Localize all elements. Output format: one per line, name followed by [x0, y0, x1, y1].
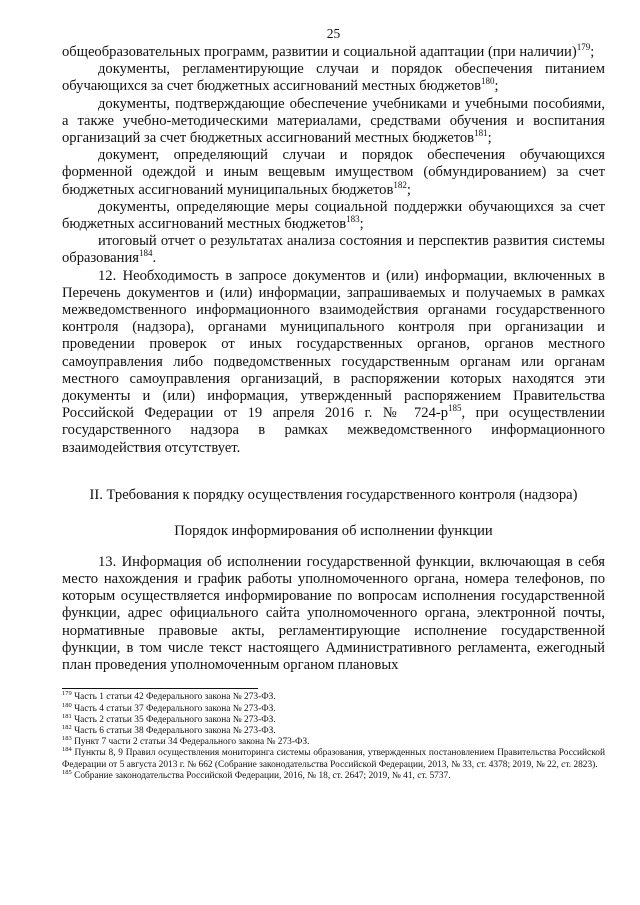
paragraph-tail: ;: [494, 78, 499, 95]
paragraph-text: документы, подтверждающие обеспечение учебниками и учебными пособиями, а также учебно-методическими материалами, средствами обучения и воспитания организаций за счет бюджетных ассигнований местных бюджетов: [62, 95, 605, 147]
footnote: [62, 748, 605, 770]
footnote-ref[interactable]: 182: [393, 179, 407, 190]
paragraph-text: итоговый отчет о результатах анализа состояния и перспектив развития системы образования: [62, 233, 605, 267]
paragraph-tail: ;: [406, 181, 411, 198]
footnote-number: 185: [62, 768, 72, 776]
paragraph-tail: .: [152, 250, 157, 267]
footnote-text: Пункт 7 части 2 статьи 34 Федерального закона № 273-ФЗ.: [74, 737, 310, 748]
footnotes: [62, 692, 605, 782]
paragraph: [62, 199, 605, 233]
paragraph-text: документ, определяющий случаи и порядок обеспечения обучающихся форменной одеждой и иным вещевым имуществом (обмундированием) за счет бюджетных ассигнований муниципальных бюджетов: [62, 147, 605, 198]
paragraph: [62, 61, 605, 95]
paragraph-tail: ;: [590, 44, 595, 60]
footnote: [62, 768, 605, 782]
paragraph-text: документы, регламентирующие случаи и порядок обеспечения питанием обучающихся за счет бюджетных ассигнований местных бюджетов: [62, 61, 605, 95]
footnote: [62, 723, 605, 737]
page-number: 25: [326, 26, 341, 41]
footnote-ref[interactable]: 180: [481, 76, 495, 87]
paragraph: [62, 233, 605, 267]
body-text: [62, 44, 605, 457]
footnote-text: Часть 2 статьи 35 Федерального закона № 273-ФЗ.: [74, 714, 276, 725]
footnote-ref[interactable]: 181: [474, 128, 488, 139]
paragraph-text: документы, определяющие меры социальной поддержки обучающихся за счет бюджетных ассигнований местных бюджетов: [62, 198, 605, 233]
footnote-ref[interactable]: 184: [138, 248, 153, 259]
footnote-ref[interactable]: 183: [346, 214, 360, 225]
footnote-number: 180: [62, 701, 72, 709]
paragraph-tail: ;: [487, 130, 492, 147]
paragraph-12: [62, 268, 605, 457]
footnote-number: 184: [62, 746, 72, 754]
footnote-text: Часть 4 статьи 37 Федерального закона № 273-ФЗ.: [74, 703, 276, 714]
footnote-text: Часть 1 статьи 42 Федерального закона № 273-ФЗ.: [74, 692, 276, 703]
footnote: [62, 692, 605, 703]
footnote-number: 181: [62, 712, 72, 720]
footnote-divider: [62, 688, 258, 689]
subsection-heading: Порядок информирования об исполнении функции: [174, 522, 493, 539]
body-text-continued: [62, 554, 605, 674]
footnote-number: 183: [62, 734, 72, 742]
paragraph: [62, 44, 605, 61]
section-heading: II. Требования к порядку осуществления государственного контроля (надзора): [89, 486, 578, 503]
footnote: [62, 712, 605, 726]
paragraph: [62, 96, 605, 148]
paragraph-tail: , при осуществлении государственного надзора в рамках межведомственного информационного взаимодействия отсутствует.: [62, 405, 605, 456]
footnote: [62, 701, 605, 715]
footnote-number: 182: [62, 723, 72, 731]
paragraph-13: 13. Информация об исполнении государственной функции, включающая в себя место нахождения и график работы уполномоченного органа, номера телефонов, по которым осуществляется информирование по вопросам исполнения государственной функции, адрес официального сайта уполномоченного органа, электронной почты, нормативные правовые акты, регламентирующие исполнение государственной функции, в том числе текст настоящего Административного регламента, ежегодный план проведения уполномоченным органом плановых: [62, 553, 605, 674]
paragraph-tail: ;: [359, 216, 364, 233]
footnote-ref[interactable]: 179: [576, 42, 591, 53]
footnote-ref[interactable]: 185: [448, 403, 462, 414]
footnote-number: 179: [62, 690, 72, 698]
footnote-text: Пункты 8, 9 Правил осуществления мониторинга системы образования, утвержденных постановлением Правительства Российской Федерации от 5 августа 2013 г. № 662 (Собрание законодательства Российской Федерации, 2013, № 33, ст. 4378; 2019, № 22, ст. 2823).: [62, 748, 606, 770]
paragraph-text: 12. Необходимость в запросе документов и (или) информации, включенных в Перечень документов и (или) информации, запрашиваемых и получаемых в рамках межведомственного информационного взаимодействия органами государственного контроля (надзора), органами муниципального контроля при организации и проведении проверок от иных государственных органов, органов местного самоуправления либо подведомственных государственным органам или органам местного самоуправления организаций, в распоряжении которых находятся эти документы и (или) информация, утвержденный распоряжением Правительства Российской Федерации от 19 апреля 2016 г. № 724-р: [62, 267, 605, 422]
paragraph-text: общеобразовательных программ, развитии и социальной адаптации (при наличии): [62, 44, 577, 60]
footnote-text: Собрание законодательства Российской Федерации, 2016, № 18, ст. 2647; 2019, № 41, ст. 5737.: [74, 770, 451, 781]
footnote: [62, 734, 605, 748]
paragraph: [62, 147, 605, 199]
footnote-text: Часть 6 статьи 38 Федерального закона № 273-ФЗ.: [74, 725, 276, 736]
